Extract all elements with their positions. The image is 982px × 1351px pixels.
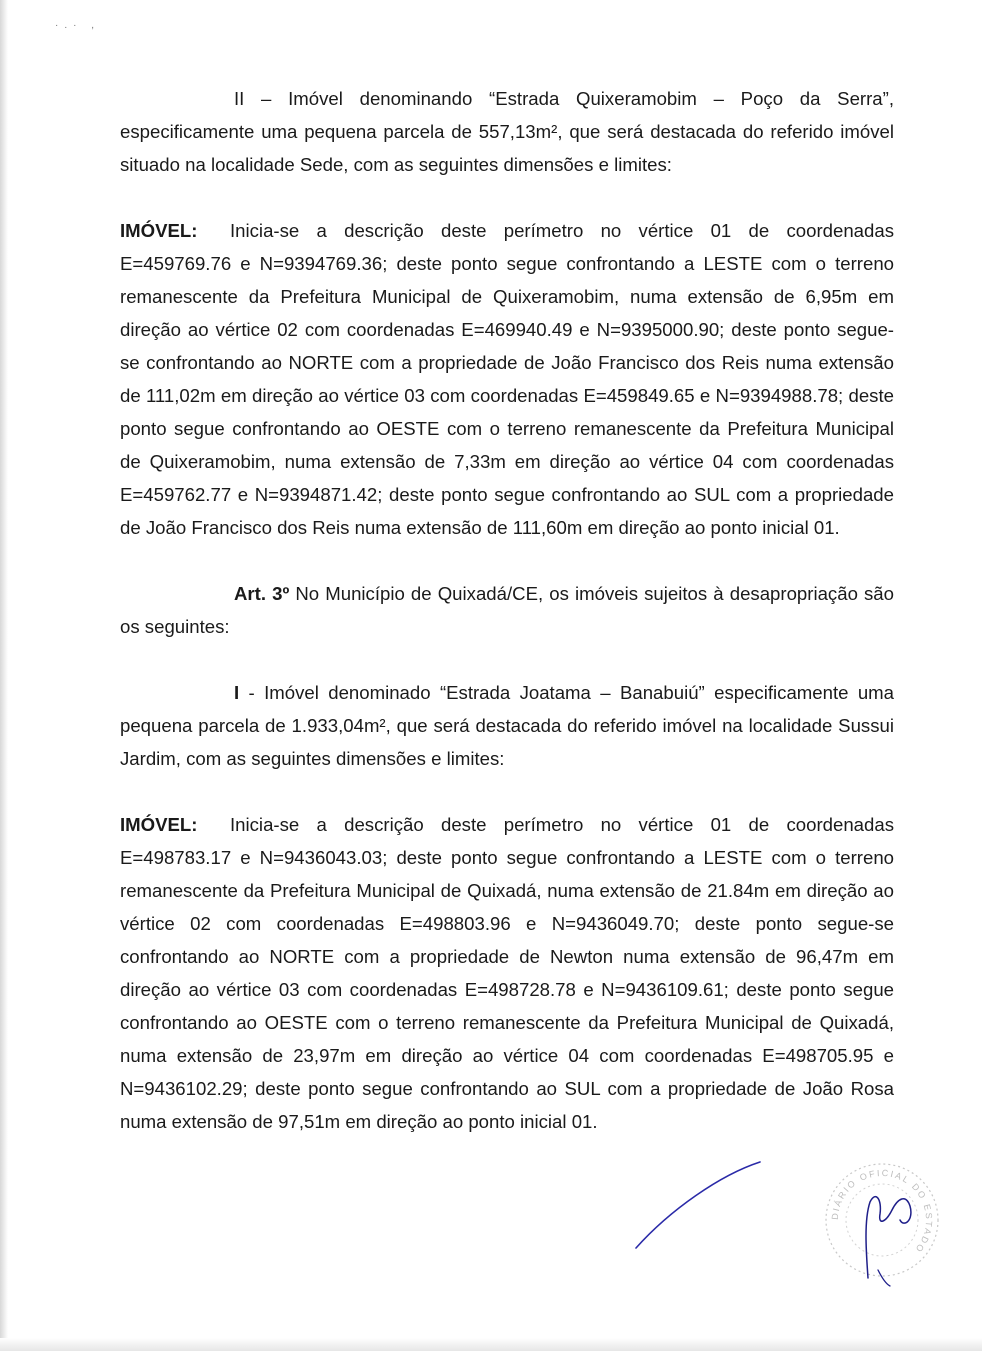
art3-paragraph <box>120 577 894 643</box>
handwritten-signature <box>630 1150 960 1300</box>
item-i-numeral: I <box>234 682 240 703</box>
item-ii-text: – Imóvel denominando “Estrada Quixeramobim – Poço da Serra”, especificamente uma pequena parcela de 557,13m², que será destacada do referido imóvel situado na localidade Sede, com as seguintes dimensões e limites: <box>120 88 894 175</box>
imovel-1-text: Inicia-se a descrição deste perímetro no vértice 01 de coordenadas E=459769.76 e N=9394769.36; deste ponto segue confrontando a LESTE com o terreno remanescente da Prefeitura Municipal de Quixeramobim, numa extensão de 6,95m em direção ao vértice 02 com coordenadas E=469940.49 e N=9395000.90; deste ponto segue-se confrontando ao NORTE com a propriedade de João Francisco dos Reis numa extensão de 111,02m em direção ao vértice 03 com coordenadas E=459849.65 e N=9394988.78; deste ponto segue confrontando ao OESTE com o terreno remanescente da Prefeitura Municipal de Quixeramobim, numa extensão de 7,33m em direção ao vértice 04 com coordenadas E=459762.77 e N=9394871.42; deste ponto segue confrontando ao SUL com a propriedade de João Francisco dos Reis numa extensão de 111,60m em direção ao ponto inicial 01. <box>120 220 894 538</box>
scan-left-edge <box>0 0 8 1351</box>
art3-label: Art. 3º <box>234 583 290 604</box>
scan-specks: ·.· , <box>55 20 100 31</box>
scan-bottom-edge <box>0 1338 982 1351</box>
seal-text: DIÁRIO OFICIAL DO ESTADO <box>829 1167 935 1256</box>
paragraph-gap <box>120 775 894 808</box>
paragraph-gap <box>120 181 894 214</box>
paragraph-gap <box>120 643 894 676</box>
document-body <box>120 82 894 1138</box>
item-i-paragraph <box>120 676 894 775</box>
imovel-2-paragraph <box>120 808 894 1138</box>
item-ii-paragraph <box>120 82 894 181</box>
imovel-1-label: IMÓVEL: <box>120 220 198 241</box>
imovel-1-paragraph <box>120 214 894 544</box>
art3-text: No Município de Quixadá/CE, os imóveis sujeitos à desapropriação são os seguintes: <box>120 583 894 637</box>
imovel-2-text: Inicia-se a descrição deste perímetro no vértice 01 de coordenadas E=498783.17 e N=9436043.03; deste ponto segue confrontando a LESTE com o terreno remanescente da Prefeitura Municipal de Quixadá, numa extensão de 21.84m em direção ao vértice 02 com coordenadas E=498803.96 e N=9436049.70; deste ponto segue-se confrontando ao NORTE com a propriedade de Newton numa extensão de 96,47m em direção ao vértice 03 com coordenadas E=498728.78 e N=9436109.61; deste ponto segue confrontando ao OESTE com o terreno remanescente da Prefeitura Municipal de Quixadá, numa extensão de 23,97m em direção ao vértice 04 com coordenadas E=498705.95 e N=9436102.29; deste ponto segue confrontando ao SUL com a propriedade de João Rosa numa extensão de 97,51m em direção ao ponto inicial 01. <box>120 814 894 1132</box>
paragraph-gap <box>120 544 894 577</box>
item-i-text: - Imóvel denominado “Estrada Joatama – Banabuiú” especificamente uma pequena parcela de 1.933,04m², que será destacada do referido imóvel na localidade Sussui Jardim, com as seguintes dimensões e limites: <box>120 682 894 769</box>
item-ii-numeral: II <box>234 88 245 109</box>
imovel-2-label: IMÓVEL: <box>120 814 198 835</box>
